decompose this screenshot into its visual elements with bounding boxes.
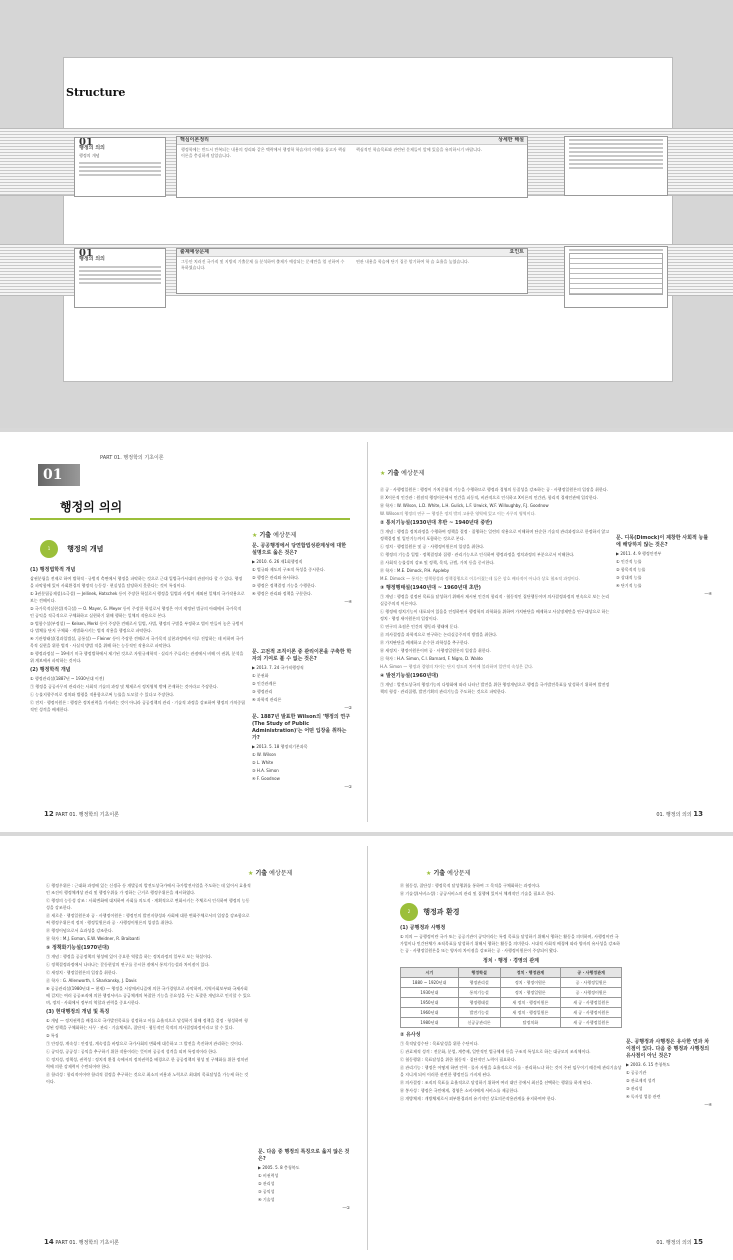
question-3-year: ▶ 2013. 5. 18 행정직기본과목 <box>252 744 308 749</box>
question-2: 문. 고전적 조직이론 중 관리이론을 구축한 학자의 기여로 볼 수 없는 것은? <box>252 649 352 662</box>
q3-opt-4: ④ F. Goodnow <box>252 776 280 781</box>
core-text-left: 행정학에는 반드시 반복되는 내용의 정리와 같은 맥락에서 행정학 학습자의 이해를 돕고자 핵심 이론을 충실하게 담았습니다. <box>181 147 346 158</box>
tip-1: W. Wilson의 행정의 연구 — 행정은 정치 밖의 고유한 영역에 있고 이는 사무의 영역이다. <box>380 511 536 516</box>
q3-opt-2: ② L. White <box>252 760 274 765</box>
q4-opt-3: ③ 상대적 능률 <box>616 575 642 580</box>
q5-opt-3: ③ 공익성 <box>258 1189 275 1194</box>
section-title: 행정의 개념 <box>67 544 104 553</box>
gichul-header-right-2: ★ 기출 예상문제 <box>426 870 471 877</box>
h3-sub-3: ㉣ 합리성 : 합리적이어야 합리적 결정을 추구하는 것으로 최소의 비용과 노력으로 최대의 목표달성을 가능케 하는 것이다. <box>46 1072 249 1084</box>
right-item-8: ㉤ 학자 : M.E. Dimock, P.H. Appleby <box>380 568 450 573</box>
left2-item-1: ㉢ 행정의 능동성 강조 : 사회변화에 대처하여 사회를 의도적 · 계획적으로 변화시키는 주체로서 인식하여 행정의 능동성을 강조한다. <box>46 898 250 910</box>
structure-preview-panel <box>0 0 733 428</box>
gichul-label: ★ 기출 예상문제 <box>252 532 297 539</box>
gichul-header-right: ★ 기출 예상문제 <box>380 470 425 477</box>
section-heading-2 <box>400 903 622 921</box>
tip-2: M.E. Dimock — 통치는 정책형성과 정책집행으로 이루어졌는데 둘은 상호 배타적이 아니라 상호 협조적 과정이다. <box>380 576 580 581</box>
thumb-card-exam <box>74 248 166 308</box>
item-4: ④ 기관양태설(결과입법설, 공통설) — Fleiner 등이 주장한 견해로서 국가목적 실현과정에서 이루 진압하는 데 비하며 국가목적 실현을 위한 법적 · 사실적 방법 적을 위해 하는 능동적인 작용으로 파악한다. <box>30 636 244 648</box>
q5-opt-4: ④ 기술성 <box>258 1197 275 1202</box>
left2-item-8: ㉢ 새정치 · 행정일원론의 입장을 취한다. <box>46 970 117 975</box>
q2-opt-4: ④ 과학적 관리론 <box>252 697 282 702</box>
structure-label: Structure <box>66 86 126 99</box>
question-5-year: ▶ 2005. 5. 8 충청북도 <box>258 1165 300 1170</box>
heading-1: (1) 행정법학적 개념 <box>30 567 76 573</box>
right-item-10: ㉠ 개념 : 행정을 설정된 목표를 달성하기 위해서 제시된 인간의 합리적 · 협동적인 집단행동이며 의사결정과정의 연속으로 보는 논리실증주의적 이론이다. <box>380 594 610 606</box>
question-1-year: ▶ 2010. 6. 26 제1회행정직 <box>252 559 303 564</box>
q4-opt-2: ② 합목적적 능률 <box>616 567 646 572</box>
env-text: ① 의의 — 공행정이란 국가 또는 공공기관이 공익이라는 특정 목표를 달성하기 위해서 행하는 활동을 의미하며, 사행정이란 국가업이나 민간단체가 조직목표를 달성하기 위해서 행하는 활동을 의미한다. 시대적 사회적 배경에 따라 양자의 유사성을 강조하는 공 · 사행정일원론을 또는 양자의 차이점을 강조하는 공 · 사행정이원론이 주장되어 왔다. <box>400 934 620 953</box>
table-row: 1950년대 행정행태설 새 정치 · 행정이원론 새 공 · 사행정일원론 <box>401 998 622 1008</box>
table-title: 정치 · 행정 · 경영의 관계 <box>483 958 539 964</box>
question-6: 문. 공행정과 사행정은 유사한 면과 차이점이 있다. 다음 중 행정과 사행정의 유사점이 아닌 것은? <box>626 1039 710 1059</box>
thumb-section: 행정의 개념 <box>79 153 100 158</box>
side-questions-right-2 <box>626 1036 712 1109</box>
left-body-text-2 <box>46 882 251 1086</box>
question-2-year: ▶ 2013. 7. 24 국가직행정직 <box>252 665 304 670</box>
section-heading <box>40 538 103 558</box>
q2-answer: —② <box>344 705 352 710</box>
table-row: 1980년대 신공공관리론 탈정치화 새 공 · 사행정일원론 <box>401 1018 622 1028</box>
q2-opt-1: ① 분권화 <box>252 673 269 678</box>
similarity-title: ② 유사성 <box>400 1032 421 1038</box>
q2-opt-2: ② 인간관계론 <box>252 681 277 686</box>
thumb-question-page <box>564 136 668 196</box>
side-questions-left-2 <box>258 1146 350 1212</box>
exam-text-right: 연관 내용을 학습에 단기 집중 암기하여 학 습 효율을 높였습니다. <box>356 259 470 264</box>
right-item-14: ㉤ 가치판단을 배제하고 순수한 과학성을 추구한다. <box>380 640 469 645</box>
core-theory-header: 핵심이론정리 상세한 해설 <box>177 137 527 145</box>
right-item-13: ㉣ 의사결정을 과학적으로 연구하는 논리실증주의적 방법을 취한다. <box>380 632 498 637</box>
right-item-18: ㉠ 개념 : 발전도상국의 행정기능의 다양화에 따라 나타난 발전을 위한 행정개념으로 행정을 국가발전목표를 달성하기 위하여 발전정책의 형성 · 관리집행, 발전기획의 관리기능을 주도하는 것으로 파악한다. <box>380 682 610 694</box>
question-1: 문. 공공행정에서 당연합법성관계성에 대한 설명으로 옳은 것은? <box>252 543 347 556</box>
right-item-11: ㉡ 행정에 정치기능이 내포되어 있음을 인정하면서 행정학의 과학화를 위하여 가치판단을 배제하고 사실명제만을 연구대상으로 하는 정치 · 행정 새이원론의 입장이다. <box>380 609 610 621</box>
q1-opt-2: ② 행정은 관리와 유사하다. <box>252 575 300 580</box>
h3-sub-0: ㉠ 안정성, 계속성 : 안정성, 계속성을 바탕으로 국가사회의 변화에 대응하고 그 발전을 촉진하며 관리하는 것이다. <box>46 1041 243 1046</box>
right-item-16: ㉦ 학자 : H.A. Simon, C.I. Barnard, F. Nigro, D. Waldo <box>380 656 483 661</box>
left2-item-9: ㉣ 학자 : G. Allenworth, I. Sharkansky, J. Davis <box>46 978 137 983</box>
left2-item-6: ㉠ 개념 : 행정을 공공정책의 형성에 있어 중요한 역할을 하는 정치과정의 일부로 보는 학설이다. <box>46 954 213 959</box>
chapter-title: 행정의 의의 <box>60 500 123 514</box>
q1-opt-4: ④ 행정은 관리와 정책을 구분한다. <box>252 591 313 596</box>
chapter-part-label: PART 01. 행정학의 기초이론 <box>100 455 164 461</box>
footer-right: 01. 행정의 의의 13 <box>656 810 703 818</box>
sim-item-3: ㉣ 관리기능 : 행정은 어떻게 하면 인력 · 물자 자원을 효율적으로 이를 · 관리하느냐 하는 것이 주된 임무이기 때문에 관리기술상을 지니게 되어 이러한 관련한 행정인들 가지게 된다. <box>400 1065 622 1077</box>
footer-left: 12 PART 01. 행정학의 기초이론 <box>44 810 119 818</box>
paragraph-1: 삼권분립을 전제로 하여 법학적 · 규범적 측면에서 행정을 파악하는 것으로 근대 입법국가시대의 관점이다 할 수 있다. 행정을 파악함에 있어 사회환경의 행정적 능동성 · 현실성을 담당하지 못한다는 것이 특징이다. <box>30 576 243 588</box>
question-3: 문. 1887년 발표한 Wilson의 '행정의 연구(The Study of Public Administration)'는 어떤 입장을 취하는가? <box>252 714 351 741</box>
q2-opt-3: ③ 행정관리 <box>252 689 273 694</box>
spread-page-14-15 <box>0 836 733 1260</box>
sim-item-0: ㉠ 목적달성수단 : 목표달성을 위한 수단이다. <box>400 1041 479 1046</box>
footer-right-2: 01. 행정의 의의 15 <box>656 1238 703 1246</box>
right-item-7: ㉣ 사회적 능률성의 강조 및 정책, 목적, 규범, 가치 등을 중시한다. <box>380 560 495 565</box>
item-2-1a: ㉠ 행정을 공공사무의 관리라는 사회적 기술의 과정 및 체제로서 정치영역 밖에 존재하는 것이라고 주장한다. <box>30 684 218 689</box>
thumb-exam-title: 행정의 의의 <box>79 256 105 262</box>
item-2-1: ① 행정관리설(1887년 ~ 1930년대 이전) <box>30 676 105 681</box>
left2-item-3: ㉤ 행정이념으로서 효과성을 강조한다. <box>46 928 114 933</box>
right-item-12: ㉢ 연구의 초점은 인간의 행동과 행태에 둔다. <box>380 624 459 629</box>
left2-item-5: ⑤ 정책화기능설(1970년대) <box>46 945 110 951</box>
spread-2 <box>20 846 713 1250</box>
question-4-year: ▶ 2011. 4. 9 행정안전부 <box>616 551 662 556</box>
right-item-2: ㉥ 학자 : W. Wilson, L.D. White, L.H. Gulick, L.F. Urwick, W.F. Willoughby, F.J. Goodnow <box>380 503 549 508</box>
left2-item-7: ㉡ 정책결정과정에서 나타나는 갈등현상의 연구를 중시한 점에서 통치기능설과 차이점이 있다. <box>46 962 210 967</box>
question-6-year: ▶ 2003. 6. 15 충청북도 <box>626 1062 670 1067</box>
q4-opt-4: ④ 단기적 능률 <box>616 583 642 588</box>
item-3: ③ 법함수설(부정설) — Kelsen, Merkl 등이 주장한 견해로서 입법, 사법, 행정의 구별을 부정하고 법이 만들어 놓은 규범이다 법체를 단지 구체화 · 개별화시키는 법적 작용을 행정으로 파악한다. <box>30 621 244 633</box>
question-5: 문. 다음 중 행정의 특징으로 옳지 않은 것은? <box>258 1149 350 1162</box>
thumb-chapter-title: 행정의 의의 <box>79 145 105 151</box>
right-body-text <box>380 486 610 696</box>
side-questions-right <box>616 532 712 598</box>
heading-3: (3) 현대행정의 개념 및 특징 <box>46 1009 110 1015</box>
right-body-text-2 <box>400 882 622 1103</box>
left2-item-4: ㉥ 학자 : M.J. Esman, E.W. Weidner, R. Braibanti <box>46 936 140 941</box>
q4-opt-1: ① 인간적 능률 <box>616 559 642 564</box>
q4-answer: —④ <box>704 591 712 596</box>
heading-env: (1) 공행정과 사행정 <box>400 925 446 931</box>
core-text-right: 핵심적인 학습목표와 관련된 문제들이 앞에 있음을 유의하시기 바랍니다. <box>356 147 483 152</box>
section-title-2: 행정과 환경 <box>423 907 460 916</box>
left2-item-0: ㉡ 행정우위론 : 근대화 과정에 있는 신생국 등 개발공의 발전도상국가에서 국가발전사업을 주도하는 데 있어서 효율적인 조건이 행정체계상 관리 및 행정우위를 가 정하는 근거로 행정우위론을 제시하였다. <box>46 883 251 895</box>
th-theory: 행정학설 <box>458 968 500 978</box>
relation-table <box>400 967 622 1028</box>
section-badge: 1 <box>40 540 58 558</box>
item-1: ① 3권분립공제설(소극설) — Jellinek, Hatschek 등이 주장한 학설로서 행정을 입법과 사법이 제외된 일체의 국가작용으로 보는 견해이다. <box>30 591 245 603</box>
right2-top-0: ㉤ 협동성, 집단성 : 행정목적 달성행위를 통하여 그 목적을 구체화하는 과정이다. <box>400 883 541 888</box>
h3-sub-2: ㉢ 정치성, 정책성, 권력성 : 정치적 환경 속에서의 정치권력을 배경으로 한 공공정책의 형성 및 구체화를 위한 정치권력에 의한 강제력이 수반되어야 한다. <box>46 1057 249 1069</box>
table-row: 1930년대 통치기능설 정치 · 행정일원론 공 · 사행정이원론 <box>401 988 622 998</box>
sim-item-2: ㉢ 협동행위 : 목표달성을 위한 협동적 · 집단적인 노력이 필요하다. <box>400 1057 516 1062</box>
chapter-number: 01 <box>38 464 80 486</box>
left-body-text <box>30 564 245 714</box>
item-2-1b: ㉡ 능률지향주의로 정치와 법령을 적용함으로써 능률을 도모할 수 있다고 주장한다. <box>30 692 175 697</box>
q6-opt-4: ④ 독자성 업종 관련 <box>626 1094 661 1099</box>
table-row: 1960년대 발전기능설 새 정치 · 행정일원론 새 공 · 사행정이원론 <box>401 1008 622 1018</box>
left2-item-10: ⑥ 공공관리설(1980년대 ~ 현재) — 행정을 시장메커니즘에 의한 국가경영으로 파악하며, 지역사회보부와 국제사회에 걸치는 여러 공공조직에 의한 행정서비스 공급체계의 복잡한 기능을 중요성을 두는 포괄한 개념으로 인식할 수 있으며, 정치 · 사회에서 정부의 역할과 권력을 중요시한다. <box>46 986 251 1005</box>
q3-opt-1: ① W. Wilson <box>252 752 277 757</box>
question-4: 문. 디목(Dimock)이 제창한 사회적 능률에 해당하지 않는 것은? <box>616 535 709 548</box>
q6-opt-2: ② 관료제적 성격 <box>626 1078 656 1083</box>
heading-2: (2) 행정학적 개념 <box>30 667 71 673</box>
item-2-1c: ㉢ 전치 · 행정이원론 : 행정은 정치권력을 가지려는 것이 아니라 공공정책의 관리 · 기술적 과정을 강조하여 행정의 가치중립적인 성격을 배제한다. <box>30 700 245 712</box>
q6-opt-1: ① 공공기관 <box>626 1070 647 1075</box>
q3-answer: —① <box>344 784 352 789</box>
section-badge-2: 2 <box>400 903 418 921</box>
preview-sheet <box>63 57 673 382</box>
sim-item-5: ㉥ 봉사성 : 행정은 국민에게, 경영은 소비자에게 서비스를 제공한다. <box>400 1088 519 1093</box>
item-2: ② 국가목적실현설(적극설) — O. Mayer, G. Meyer 등이 주장한 학설로서 행정은 이미 제정된 법규의 아래에서 국가목적인 공익을 적극적으로 구체화하고 실현하기 위해 행하는 일체의 작용으로 본다. <box>30 606 242 618</box>
th-pub-priv: 공 · 사행정관계 <box>561 968 622 978</box>
footer-left-2: 14 PART 01. 행정학의 기초이론 <box>44 1238 119 1246</box>
sim-item-4: ㉤ 의사결정 : 조직의 목표를 효율적으로 달성하기 위하여 여러 대안 중에서 최선을 선택하는 행위를 하게 된다. <box>400 1080 592 1085</box>
thumb-table-page <box>564 246 668 308</box>
table-row: 1880 ~ 1920년대 행정관리설 정치 · 행정이원론 공 · 사행정일원론 <box>401 978 622 988</box>
thumb-chapter-num: 01 <box>79 137 93 148</box>
exam-card <box>176 248 528 294</box>
left2-item-2: ㉣ 새로운 · 행정일원론과 공 · 사행정이원론 : 행정인의 발전지향성과 사회에 대한 변화주체로서의 입장을 강조함으로써 행정우위론적 정치 · 행정일원론과 공 · 사행정이원론의 입장을 취한다. <box>46 913 250 925</box>
spread-1 <box>20 442 713 822</box>
thumb-card-chapter <box>74 137 166 197</box>
gichul-header-left: ★ 기출 예상문제 <box>248 870 293 877</box>
q6-opt-3: ③ 관리성 <box>626 1086 643 1091</box>
side-questions-left <box>252 532 352 791</box>
right-item-1: ㉤ X이론적 인간관 : 원점적 행정이론에서 인간을 피동적, 비관적으로 인식하고 X이론의 인간관, 합리적 경제인관에 입각한다. <box>380 495 598 500</box>
thumb-exam-num: 01 <box>79 248 93 259</box>
q5-opt-2: ② 관리성 <box>258 1181 275 1186</box>
right-item-5: ㉡ 정치 · 행정일원론 및 공 · 사행정이원론의 입장을 취한다. <box>380 544 485 549</box>
th-period: 시기 <box>401 968 459 978</box>
h3-item-2: ② 특징 <box>46 1033 59 1038</box>
right-item-9: ③ 행정행태설(1940년대 ~ 1960년대 초반) <box>380 585 481 591</box>
sim-item-6: ㉦ 개방체제 : 개방체제로서 외부환경과의 유기적인 상호의존작용관계를 유지하여야 한다. <box>400 1096 556 1101</box>
q1-answer: —④ <box>344 599 352 604</box>
sim-item-1: ㉡ 관료제적 성격 : 전문화, 분업, 계층제, 일반적인 법규체제 등을 구조적 특성으로 하는 대규모의 조직체이다. <box>400 1049 591 1054</box>
right-item-17: ④ 발전기능설(1960년대) <box>380 673 439 679</box>
right-item-15: ㉥ 새정치 · 행정이원론이며 공 · 사행정일원론의 입장을 취한다. <box>380 648 491 653</box>
h3-item-1: ① 개념 — 정치권력을 배경으로 국가발전목표를 설정하고 이를 효율적으로 달성하기 위해 정책을 결정 · 형성하며 형성된 정책을 구체화하는 사무 · 관리 · 기술체제로, 집단적 · 협동적인 목적의 의사결정과정이라고 할 수 있다. <box>46 1018 248 1030</box>
right-item-3: ② 통치기능설(1930년대 후반 ~ 1940년대 중반) <box>380 520 493 526</box>
right-item-4: ㉠ 개념 : 행정을 정치과정을 수행하여 정책을 결정 · 집행하는 일련의 작용으로 이해하며 단순한 기술적 관리과정으로 한정하지 않고 정책결정 및 입안기능까지 포함하는 것으로 본다. <box>380 529 610 541</box>
core-theory-card <box>176 136 528 198</box>
chapter-rule <box>30 518 350 520</box>
exam-header: 출제예상문제 요인트 <box>177 249 527 257</box>
right-item-6: ㉢ 행정의 기능을 입법 · 정책결정과 집행 · 관리기능으로 인식하여 행정과정을 정치과정의 부분으로서 이해한다. <box>380 552 575 557</box>
q1-opt-1: ① 법규와 제도의 구조적 특성을 중시한다. <box>252 567 326 572</box>
spread-page-12-13 <box>0 432 733 832</box>
item-5: ⑤ 행정과정설 — 19세기 미국 행정법학에서 제기된 것으로 자원규제학적 · 실리가 주류라는 관점에서 비해 이 권위, 분석을 위 계보에서 파악하는 것이다. <box>30 651 244 663</box>
q3-opt-3: ③ H.A. Simon <box>252 768 279 773</box>
q5-opt-1: ① 비권력성 <box>258 1173 279 1178</box>
q5-answer: —① <box>342 1205 350 1210</box>
right2-top-1: ㉥ 기술성(서비스성) : 공공서비스의 관리 및 집행에 있어서 체계적인 기술을 필요로 한다. <box>400 891 556 896</box>
h3-sub-1: ㉡ 공익성, 공공성 : 공익을 추구하기 위한 작용이라는 뜻이며 공공적 성격을 띠며 특정적이라 한다. <box>46 1049 218 1054</box>
tip-3: H.A. Simon — 행정과 경영의 차이는 단지 정도의 차이에 불과하며 일반적 속성은 같다. <box>380 664 534 669</box>
q1-opt-3: ③ 행정은 정책결정 기능을 수행한다. <box>252 583 317 588</box>
th-pol-admin: 정치 · 행정관계 <box>500 968 561 978</box>
q6-answer: —④ <box>704 1102 712 1107</box>
right-item-0: ㉣ 공 · 사행정일원론 : 행정이 가치중립적 기능을 수행하므로 행정과 경영의 동질성을 강조하는 공 · 사행정일원론의 입장을 취한다. <box>380 487 608 492</box>
exam-text-left: 그동안 치러진 국가직 및 지방직 기출문제 를 분석하여 출제가 예상되는 문제만을 엄 선하여 수록하였습니다. <box>181 259 345 270</box>
